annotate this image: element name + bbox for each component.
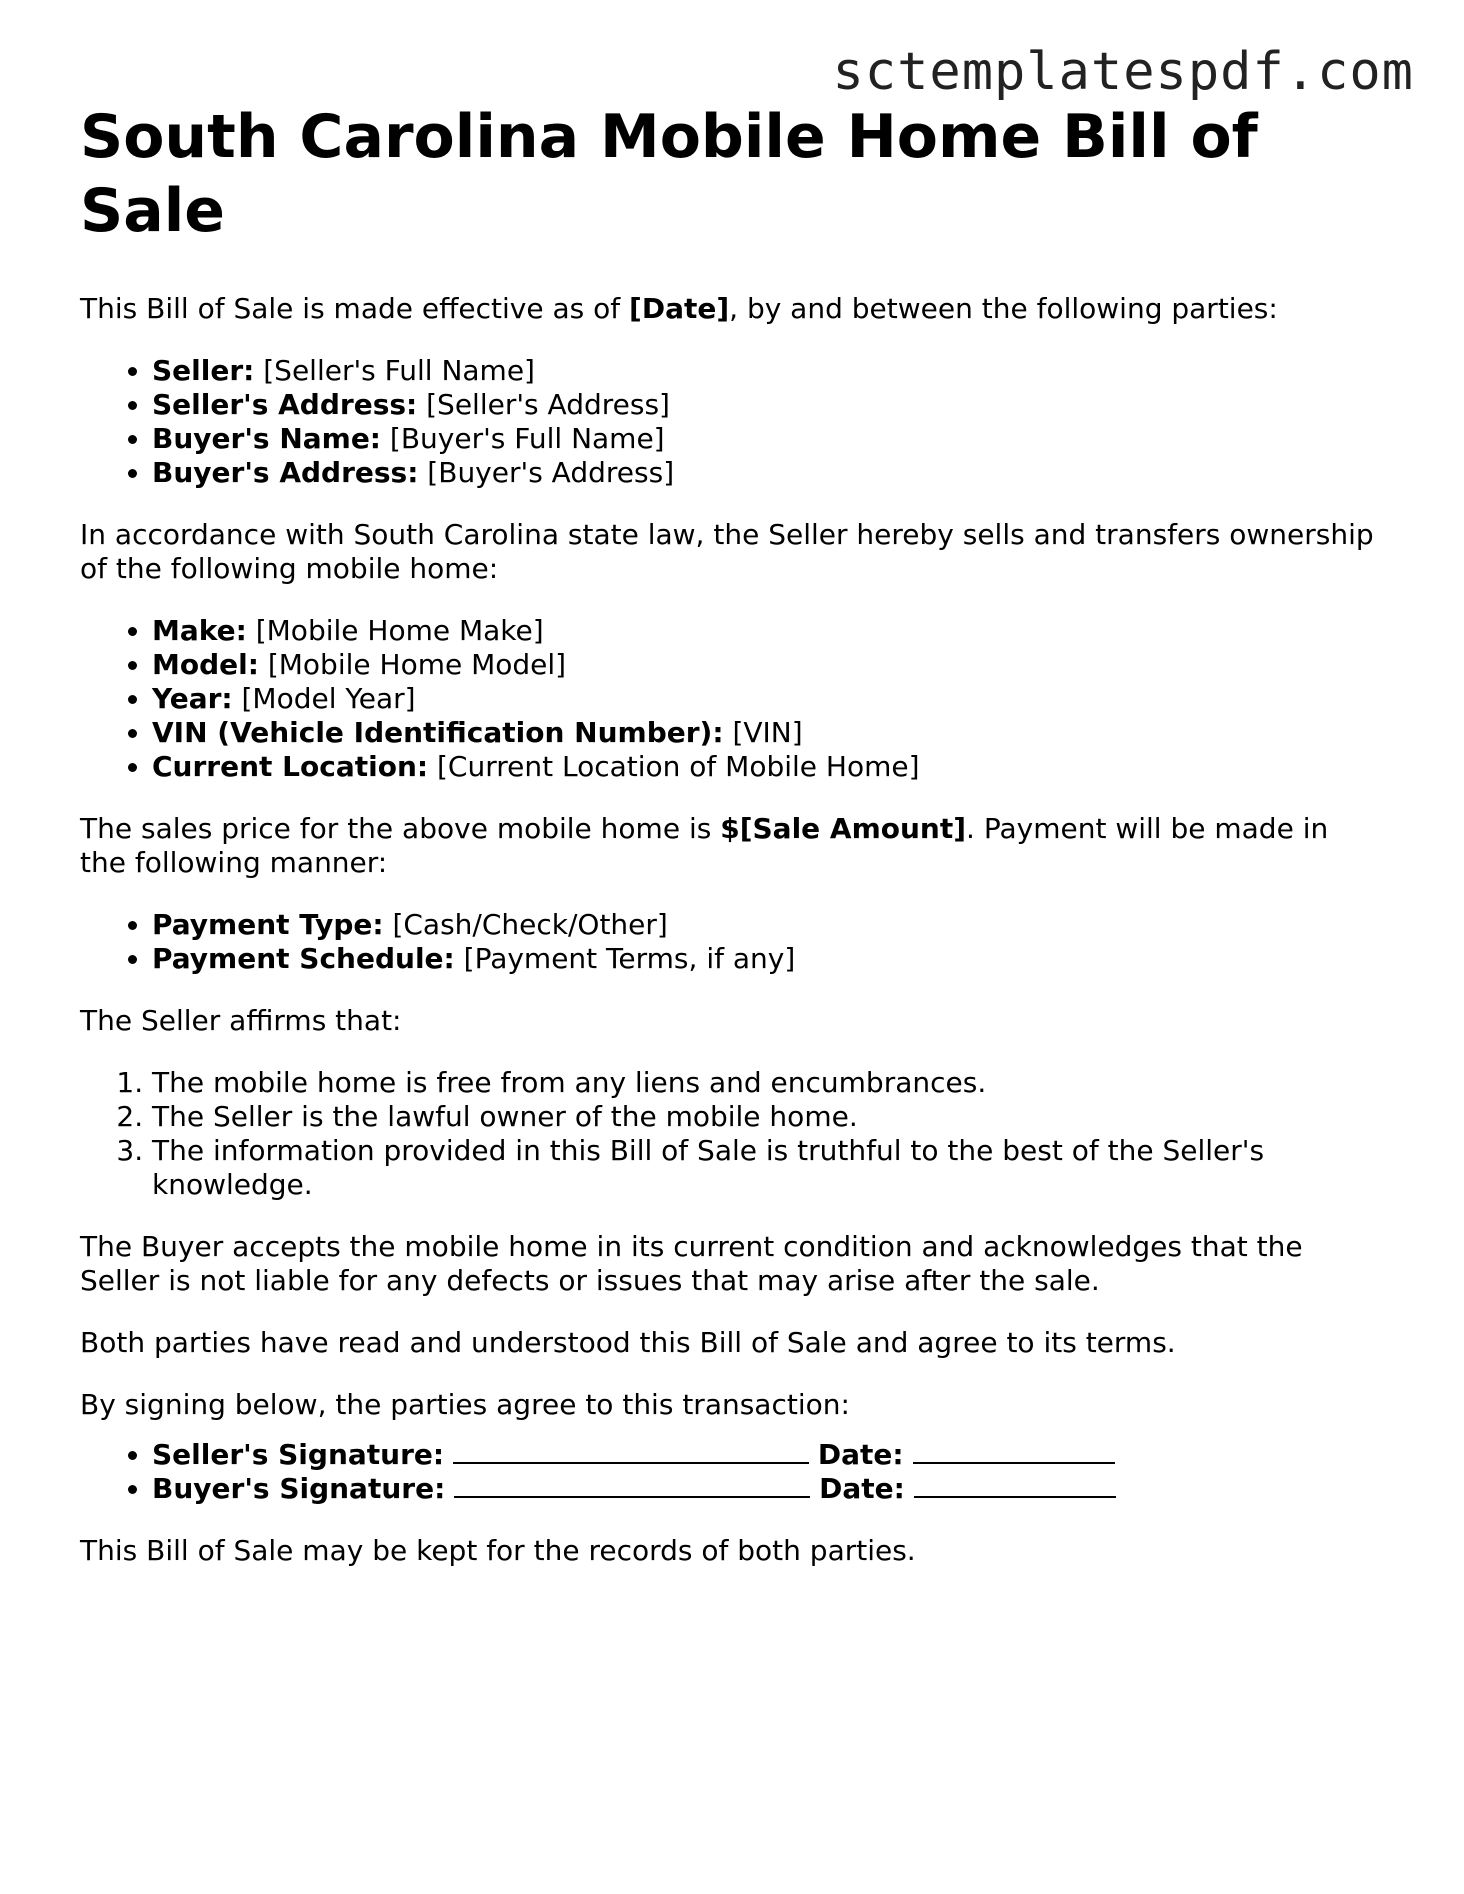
field-label: Buyer's Name: — [152, 422, 382, 455]
both-parties-paragraph: Both parties have read and understood this Bill of Sale and agree to its terms. — [80, 1326, 1176, 1359]
transfer-paragraph: In accordance with South Carolina state law, the Seller hereby sells and transfers ownership of the following mobile home: — [80, 518, 1374, 585]
list-item — [152, 1472, 1380, 1506]
field-label: Make: — [152, 614, 247, 647]
signature-label: Seller's Signature: — [152, 1438, 445, 1471]
buyer-date-line[interactable] — [914, 1472, 1116, 1498]
document-title: South Carolina Mobile Home Bill of Sale — [80, 102, 1258, 246]
signing-intro: By signing below, the parties agree to this transaction: — [80, 1388, 850, 1421]
price-text-before: The sales price for the above mobile home is — [80, 812, 721, 845]
buyer-accepts-paragraph: The Buyer accepts the mobile home in its current condition and acknowledges that the Seller is not liable for any defects or issues that may arise after the sale. — [80, 1230, 1303, 1297]
field-value: [Current Location of Mobile Home] — [428, 750, 920, 783]
list-item — [152, 750, 1380, 784]
field-label: Payment Schedule: — [152, 942, 455, 975]
closing-paragraph: This Bill of Sale may be kept for the records of both parties. — [80, 1534, 916, 1567]
buyer-signature-line[interactable] — [454, 1472, 810, 1498]
field-value: [VIN] — [723, 716, 803, 749]
watermark-text: sctemplatespdf.com — [832, 42, 1414, 102]
seller-date-line[interactable] — [913, 1438, 1115, 1464]
field-value: [Buyer's Full Name] — [381, 422, 665, 455]
field-value: [Seller's Full Name] — [254, 354, 535, 387]
field-value: [Mobile Home Make] — [246, 614, 544, 647]
payment-list — [80, 908, 1380, 976]
list-item: 3. The information provided in this Bill of Sale is truthful to the best of the Seller's knowledge. — [152, 1134, 1380, 1202]
field-value: [Seller's Address] — [417, 388, 670, 421]
list-item — [152, 422, 1380, 456]
signatures-list — [80, 1438, 1380, 1506]
list-item — [152, 908, 1380, 942]
affirm-intro: The Seller affirms that: — [80, 1004, 402, 1037]
list-item — [152, 648, 1380, 682]
price-text-after: . Payment will be made in the following manner: — [80, 812, 1329, 879]
list-item: 2. The Seller is the lawful owner of the mobile home. — [152, 1100, 1380, 1134]
field-value: [Payment Terms, if any] — [454, 942, 796, 975]
field-label: VIN (Vehicle Identification Number): — [152, 716, 724, 749]
signature-label: Buyer's Signature: — [152, 1472, 446, 1505]
list-item — [152, 682, 1380, 716]
field-value: [Buyer's Address] — [418, 456, 675, 489]
list-item — [152, 354, 1380, 388]
list-item — [152, 716, 1380, 750]
field-label: Seller: — [152, 354, 255, 387]
field-label: Current Location: — [152, 750, 429, 783]
document-body — [80, 100, 1380, 1596]
affirmations-list — [80, 1066, 1380, 1202]
sale-amount-placeholder: $[Sale Amount] — [720, 812, 967, 845]
list-item — [152, 388, 1380, 422]
date-placeholder: [Date] — [629, 292, 730, 325]
intro-paragraph — [80, 292, 1380, 326]
field-label: Payment Type: — [152, 908, 384, 941]
list-item — [152, 456, 1380, 490]
parties-list — [80, 354, 1380, 490]
list-item: 1. The mobile home is free from any liens and encumbrances. — [152, 1066, 1380, 1100]
list-item — [152, 942, 1380, 976]
seller-signature-line[interactable] — [453, 1438, 809, 1464]
field-label: Year: — [152, 682, 233, 715]
intro-text-after: , by and between the following parties: — [729, 292, 1278, 325]
intro-text-before: This Bill of Sale is made effective as of — [80, 292, 630, 325]
list-item — [152, 1438, 1380, 1472]
home-details-list — [80, 614, 1380, 784]
price-paragraph — [80, 812, 1380, 880]
field-value: [Cash/Check/Other] — [383, 908, 668, 941]
field-label: Seller's Address: — [152, 388, 418, 421]
field-label: Buyer's Address: — [152, 456, 419, 489]
list-item — [152, 614, 1380, 648]
date-label: Date: — [819, 1472, 905, 1505]
field-value: [Model Year] — [232, 682, 416, 715]
date-label: Date: — [817, 1438, 904, 1471]
field-value: [Mobile Home Model] — [258, 648, 567, 681]
field-label: Model: — [152, 648, 259, 681]
